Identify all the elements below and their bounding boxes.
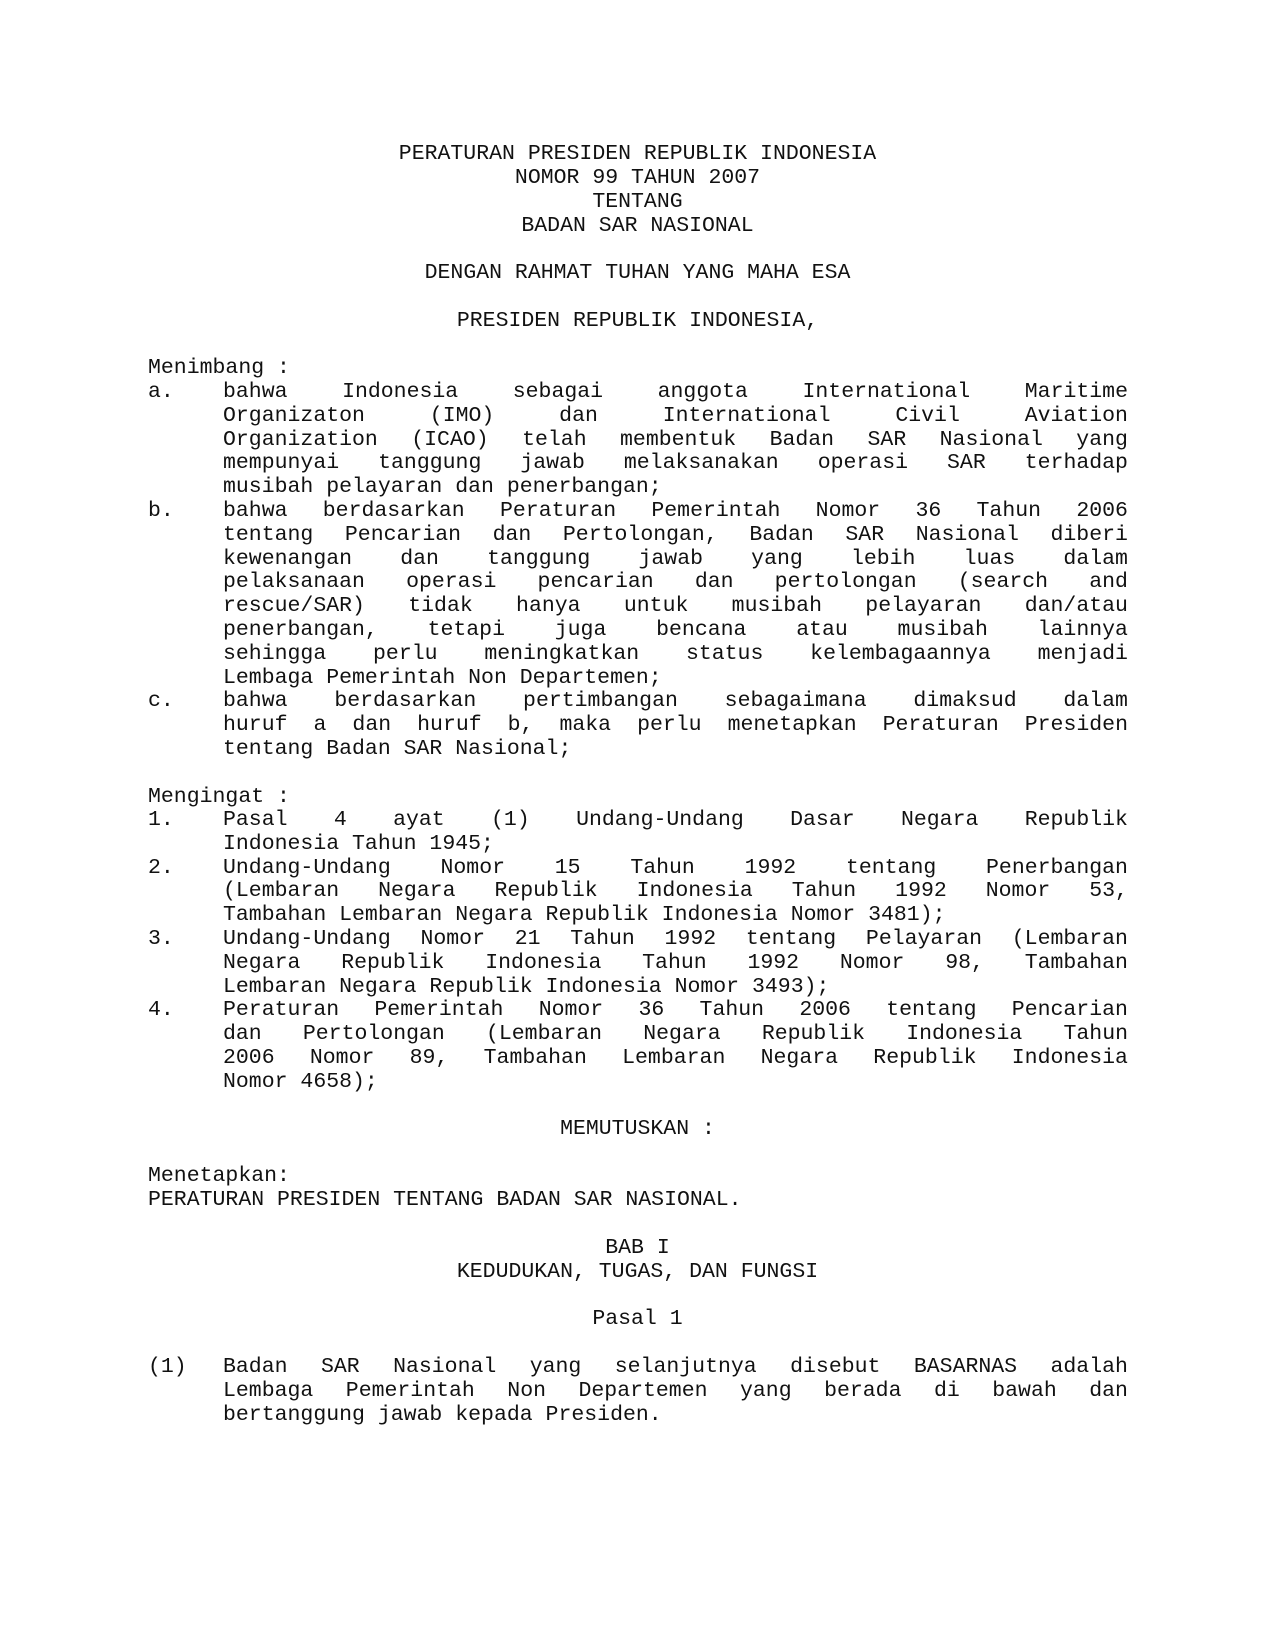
- word: 98,: [945, 950, 984, 975]
- word: yang: [529, 1355, 582, 1379]
- word: anggota: [657, 380, 748, 404]
- word: International: [802, 380, 971, 404]
- word: Peraturan: [882, 713, 999, 738]
- menimbang-item-marker: a.: [148, 380, 174, 404]
- word: menjadi: [1037, 641, 1128, 666]
- word: Indonesia: [906, 1022, 1023, 1047]
- word: Tahun: [1063, 1022, 1128, 1047]
- word: jawab: [638, 546, 703, 571]
- bab-title: KEDUDUKAN, TUGAS, DAN FUNGSI: [456, 1260, 819, 1284]
- word: (IMO): [429, 403, 495, 428]
- word: penerbangan,: [223, 618, 378, 642]
- word: a: [313, 713, 327, 738]
- word: Nasional: [939, 427, 1043, 452]
- word: disebut: [790, 1355, 881, 1379]
- word: status: [685, 641, 764, 666]
- word: Undang-Undang: [223, 927, 391, 951]
- word: Republik: [494, 879, 598, 904]
- word: Indonesia: [1011, 1046, 1128, 1070]
- menimbang-item-line: [223, 618, 1128, 642]
- word: SAR: [867, 427, 907, 452]
- word: hanya: [516, 594, 581, 619]
- word: 2006: [799, 998, 851, 1023]
- word: SAR: [947, 451, 986, 476]
- word: Presiden: [1024, 713, 1128, 738]
- word: Negara: [378, 879, 456, 904]
- word: tentang: [886, 998, 977, 1023]
- word: Republik: [341, 950, 445, 975]
- word: Negara: [643, 1022, 721, 1047]
- word: b,: [507, 713, 534, 738]
- word: Tahun: [976, 499, 1042, 523]
- word: Pelayaran: [865, 927, 983, 951]
- word: Negara: [900, 808, 979, 832]
- word: dalam: [1063, 689, 1128, 714]
- mengingat-item-marker: 4.: [148, 998, 174, 1023]
- word: dan: [492, 522, 532, 547]
- mengingat-item-marker: 1.: [148, 808, 174, 832]
- word: bawah: [992, 1378, 1057, 1403]
- word: Dasar: [790, 808, 855, 832]
- issuer: PRESIDEN REPUBLIK INDONESIA,: [456, 309, 819, 333]
- word: atau: [796, 618, 848, 642]
- word: (Lembaran: [485, 1022, 603, 1047]
- doc-title-line-1: PERATURAN PRESIDEN REPUBLIK INDONESIA: [398, 142, 877, 166]
- word: bahwa: [223, 499, 288, 523]
- word: bahwa: [223, 380, 288, 404]
- mengingat-item-marker: 2.: [148, 855, 174, 880]
- doc-title-line-3: TENTANG: [592, 190, 683, 214]
- word: musibah: [731, 594, 822, 619]
- word: pelayaran: [865, 594, 982, 619]
- word: (1): [491, 808, 530, 832]
- menimbang-item-line: [223, 594, 1128, 618]
- word: (search: [957, 570, 1049, 595]
- word: bencana: [656, 618, 747, 642]
- word: Republik: [873, 1046, 977, 1070]
- word: dan/atau: [1024, 594, 1128, 619]
- word: Tambahan: [1024, 950, 1128, 975]
- bab-number: BAB I: [605, 1236, 670, 1260]
- word: Pasal: [223, 808, 288, 832]
- word: pelaksanaan: [223, 570, 365, 595]
- mengingat-item-line: [223, 879, 1128, 903]
- word: Badan: [749, 522, 814, 547]
- word: kelembagaannya: [810, 641, 991, 666]
- word: SAR: [845, 522, 885, 547]
- word: Departemen: [578, 1378, 708, 1403]
- word: Undang-Undang: [576, 808, 744, 832]
- word: 21: [514, 927, 541, 951]
- word: dan: [223, 1022, 262, 1047]
- menimbang-item-line: [223, 547, 1128, 571]
- word: berdasarkan: [334, 689, 477, 714]
- word: kewenangan: [223, 546, 353, 571]
- word: Maritime: [1024, 380, 1128, 404]
- word: Indonesia: [485, 950, 602, 975]
- word: Peraturan: [499, 499, 617, 523]
- menimbang-item-line: [223, 499, 1128, 523]
- word: huruf: [223, 713, 288, 738]
- mengingat-item-line: [223, 927, 1128, 951]
- word: BASARNAS: [913, 1355, 1018, 1379]
- word: Peraturan: [223, 998, 340, 1023]
- menimbang-item-line: [223, 642, 1128, 666]
- invocation: DENGAN RAHMAT TUHAN YANG MAHA ESA: [424, 261, 851, 285]
- word: huruf: [417, 713, 482, 738]
- word: Lembaga: [223, 1378, 314, 1403]
- word: yang: [751, 546, 803, 571]
- menimbang-item-line: [223, 380, 1128, 404]
- word: berdasarkan: [322, 499, 465, 523]
- word: 36: [915, 499, 942, 523]
- word: Nasional: [915, 522, 1019, 547]
- menimbang-item-line: Lembaga Pemerintah Non Departemen;: [223, 665, 662, 690]
- menimbang-item-marker: b.: [148, 499, 174, 523]
- word: yang: [1076, 427, 1128, 452]
- word: Pencarian: [344, 522, 462, 547]
- word: Pertolongan,: [562, 522, 718, 547]
- word: dimaksud: [913, 689, 1017, 714]
- menimbang-item-marker: c.: [148, 689, 174, 714]
- word: and: [1089, 570, 1128, 595]
- word: Organizaton: [223, 403, 365, 428]
- word: dan: [694, 570, 734, 595]
- menimbang-item-line: [223, 523, 1128, 547]
- word: juga: [554, 618, 607, 642]
- mengingat-label: Mengingat :: [148, 785, 290, 809]
- word: Badan: [223, 1355, 288, 1379]
- word: Lembaran: [622, 1046, 726, 1070]
- word: maka: [559, 713, 612, 738]
- word: jawab: [520, 451, 585, 476]
- word: (Lembaran: [223, 879, 340, 904]
- mengingat-item-marker: 3.: [148, 927, 174, 951]
- word: menetapkan: [727, 713, 857, 738]
- word: dan: [352, 713, 392, 738]
- word: 4: [333, 808, 347, 832]
- menimbang-item-line: [223, 713, 1128, 737]
- word: sehingga: [223, 641, 327, 666]
- pasal-title: Pasal 1: [592, 1307, 683, 1331]
- word: dan: [400, 546, 439, 571]
- word: adalah: [1050, 1355, 1128, 1379]
- menimbang-item-line: [223, 404, 1128, 428]
- word: 1992: [664, 927, 717, 951]
- word: tanggung: [378, 451, 482, 476]
- menimbang-item-line: [223, 689, 1128, 713]
- word: dan: [1089, 1378, 1128, 1403]
- word: Republik: [1024, 808, 1128, 832]
- word: tentang: [845, 855, 937, 880]
- word: musibah: [897, 618, 988, 642]
- word: sebagaimana: [724, 689, 867, 714]
- word: Organization: [223, 427, 378, 452]
- mengingat-item-line: Indonesia Tahun 1945;: [223, 831, 494, 856]
- mengingat-item-line: [223, 856, 1128, 880]
- word: SAR: [320, 1355, 360, 1379]
- word: Republik: [761, 1022, 866, 1047]
- word: membentuk: [620, 427, 737, 452]
- word: pencarian: [537, 570, 654, 595]
- word: untuk: [623, 594, 689, 619]
- word: tanggung: [487, 546, 591, 571]
- word: 89,: [409, 1046, 449, 1070]
- word: lebih: [850, 546, 916, 571]
- word: Tahun: [699, 998, 765, 1023]
- word: Indonesia: [342, 380, 459, 404]
- mengingat-item-line: Nomor 4658);: [223, 1069, 378, 1094]
- word: (Lembaran: [1011, 927, 1128, 951]
- word: 2006: [1076, 499, 1128, 523]
- word: tentang: [223, 522, 314, 547]
- word: diberi: [1050, 522, 1128, 547]
- word: luas: [963, 546, 1016, 571]
- word: Negara: [760, 1046, 839, 1070]
- word: di: [933, 1378, 960, 1403]
- word: Pemerintah: [651, 499, 781, 523]
- memutuskan-heading: MEMUTUSKAN :: [560, 1117, 715, 1141]
- word: dan: [559, 403, 598, 428]
- word: Tahun: [630, 855, 695, 880]
- word: 2006: [223, 1046, 275, 1070]
- word: Tahun: [570, 927, 635, 951]
- word: Nomor: [420, 927, 485, 951]
- pasal-item-line: [223, 1355, 1128, 1379]
- word: Non: [507, 1378, 547, 1403]
- word: lainnya: [1037, 618, 1128, 642]
- word: Penerbangan: [986, 855, 1128, 880]
- word: tidak: [408, 594, 473, 619]
- mengingat-item-line: [223, 1046, 1128, 1070]
- word: pertolongan: [774, 570, 917, 595]
- word: (ICAO): [411, 427, 489, 452]
- word: tetapi: [427, 618, 505, 642]
- word: 36: [638, 998, 665, 1023]
- pasal-item-marker: (1): [148, 1355, 187, 1379]
- word: pertimbangan: [523, 689, 678, 714]
- word: selanjutnya: [614, 1355, 757, 1379]
- word: Badan: [769, 427, 835, 452]
- pasal-item-line: [223, 1379, 1128, 1403]
- mengingat-item-line: Lembaran Negara Republik Indonesia Nomor 3493);: [223, 974, 830, 999]
- word: Indonesia: [636, 879, 753, 904]
- doc-title-line-2: NOMOR 99 TAHUN 2007: [514, 166, 761, 190]
- menimbang-item-line: tentang Badan SAR Nasional;: [223, 737, 572, 761]
- word: Nomor: [440, 855, 505, 880]
- word: Tahun: [642, 950, 707, 975]
- word: sebagai: [512, 380, 604, 404]
- menimbang-label: Menimbang :: [148, 356, 290, 380]
- word: Nomor: [538, 998, 604, 1023]
- menimbang-item-line: [223, 570, 1128, 594]
- menimbang-item-line: [223, 451, 1128, 475]
- word: yang: [739, 1378, 792, 1403]
- word: mempunyai: [223, 451, 340, 476]
- word: operasi: [406, 570, 497, 595]
- mengingat-item-line: [223, 808, 1128, 832]
- word: dalam: [1063, 546, 1128, 571]
- word: terhadap: [1024, 451, 1128, 476]
- word: Aviation: [1024, 403, 1128, 428]
- word: Undang-Undang: [223, 855, 391, 880]
- word: Nasional: [393, 1355, 497, 1379]
- menetapkan-label: Menetapkan:: [148, 1164, 290, 1188]
- doc-title-line-4: BADAN SAR NASIONAL: [521, 214, 754, 238]
- word: meningkatkan: [484, 641, 640, 666]
- word: perlu: [637, 713, 702, 738]
- menetapkan-text: PERATURAN PRESIDEN TENTANG BADAN SAR NASIONAL.: [148, 1188, 742, 1212]
- word: Civil: [895, 403, 960, 428]
- word: 53,: [1089, 879, 1128, 904]
- word: Pertolongan: [302, 1022, 445, 1047]
- word: Nomor: [839, 950, 905, 975]
- word: Pemerintah: [345, 1378, 475, 1403]
- word: Tahun: [791, 879, 857, 904]
- word: 1992: [747, 950, 800, 975]
- pasal-item-line: bertanggung jawab kepada Presiden.: [223, 1402, 662, 1427]
- word: bahwa: [223, 689, 288, 714]
- word: 1992: [895, 879, 947, 904]
- menimbang-item-line: [223, 428, 1128, 452]
- word: Pemerintah: [374, 998, 504, 1023]
- word: 1992: [744, 855, 797, 880]
- mengingat-item-line: [223, 951, 1128, 975]
- mengingat-item-line: [223, 998, 1128, 1022]
- word: Nomor: [309, 1046, 375, 1070]
- menimbang-item-line: musibah pelayaran dan penerbangan;: [223, 475, 662, 500]
- word: rescue/SAR): [223, 594, 365, 619]
- word: Nomor: [985, 879, 1051, 904]
- word: telah: [522, 427, 587, 452]
- word: Negara: [223, 950, 301, 975]
- word: tentang: [745, 927, 837, 951]
- word: melaksanakan: [623, 451, 779, 476]
- word: 15: [554, 855, 581, 880]
- mengingat-item-line: [223, 1022, 1128, 1046]
- mengingat-item-line: Tambahan Lembaran Negara Republik Indonesia Nomor 3481);: [223, 903, 946, 928]
- word: berada: [824, 1378, 902, 1403]
- word: Nomor: [815, 499, 881, 523]
- word: perlu: [373, 641, 438, 666]
- word: Pencarian: [1011, 998, 1128, 1023]
- word: Tambahan: [483, 1046, 587, 1070]
- word: operasi: [817, 451, 909, 476]
- word: International: [662, 403, 831, 428]
- word: ayat: [393, 808, 445, 832]
